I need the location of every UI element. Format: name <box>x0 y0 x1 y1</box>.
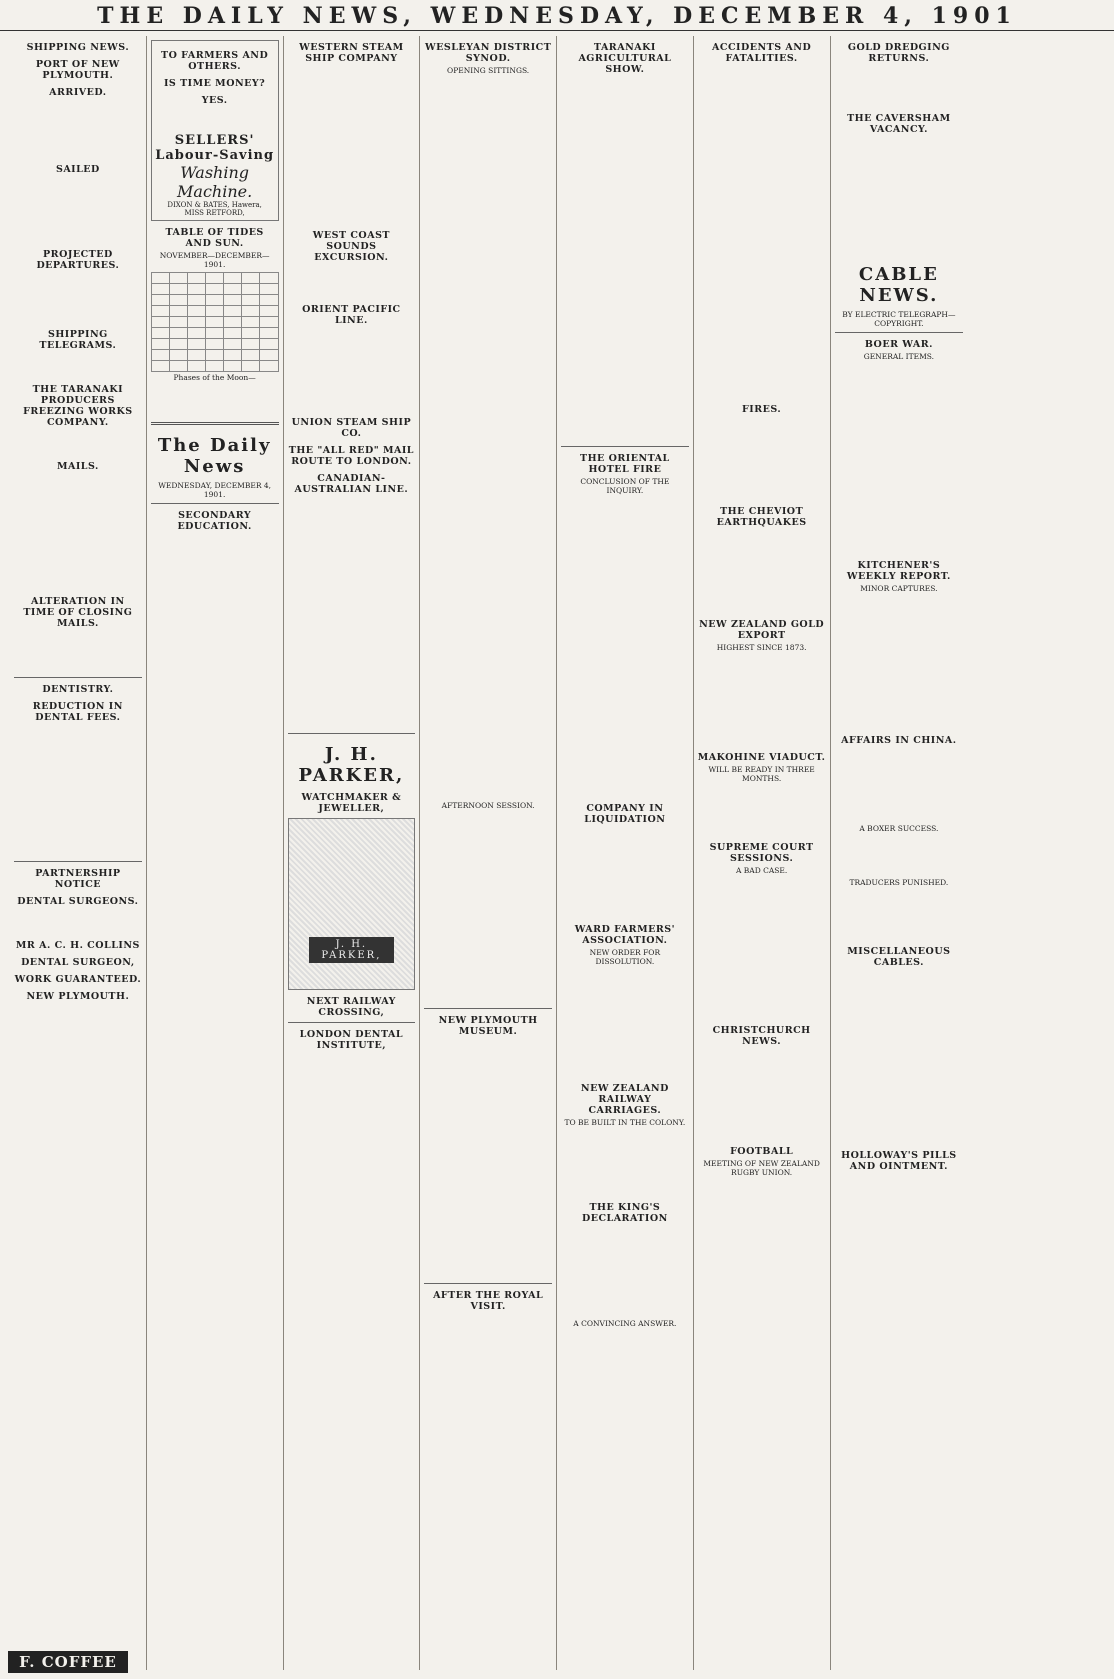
heading-liquidation: COMPANY IN LIQUIDATION <box>584 802 666 825</box>
heading-ward-farmers: WARD FARMERS' ASSOCIATION. <box>574 924 675 947</box>
heading-kings-declaration: THE KING'S DECLARATION <box>581 1202 668 1225</box>
subheading-general-items: GENERAL ITEMS. <box>863 351 935 361</box>
text-block <box>151 385 279 418</box>
coffee-advert: F. COFFEE <box>8 1651 128 1673</box>
ad-sellers: SELLERS' Labour-Saving <box>155 132 275 163</box>
heading-union-steam: UNION STEAM SHIP CO. <box>291 416 412 439</box>
heading-arrived: ARRIVED. <box>49 87 107 98</box>
text-block <box>835 596 964 729</box>
heading-freezing: THE TARANAKI PRODUCERS FREEZING WORKS COMPANY. <box>23 384 133 429</box>
text-block <box>835 748 964 823</box>
heading-kitchener: KITCHENER'S WEEKLY REPORT. <box>846 560 951 583</box>
tides-table <box>151 272 279 372</box>
text-block <box>424 813 552 1004</box>
text-block <box>835 890 964 940</box>
heading-railway-crossing: NEXT RAILWAY CROSSING, <box>306 996 396 1019</box>
rule <box>424 1008 552 1009</box>
text-block <box>835 836 964 877</box>
column-2 <box>147 36 284 1670</box>
subheading-copyright: BY ELECTRIC TELEGRAPH—COPYRIGHT. <box>842 309 956 328</box>
subheading-bad-case: A BAD CASE. <box>735 865 788 875</box>
text-block <box>561 827 689 918</box>
shopfront-engraving <box>288 818 416 990</box>
text-block <box>14 631 142 672</box>
text-block <box>14 725 142 858</box>
subheading-dissolution: NEW ORDER FOR DISSOLUTION. <box>589 948 661 967</box>
text-block <box>14 909 142 934</box>
heading-shipping: SHIPPING NEWS. <box>26 42 130 53</box>
text-block <box>424 1314 552 1472</box>
text-block <box>698 655 826 746</box>
ad-farmers: TO FARMERS AND OTHERS. <box>161 50 269 72</box>
masthead <box>0 0 1114 31</box>
heading-makohine: MAKOHINE VIADUCT. <box>697 752 826 764</box>
text-block <box>14 100 142 158</box>
columns <box>10 36 1104 1670</box>
heading-parker: J. H. PARKER, <box>298 744 405 787</box>
ad-dixon: DIXON & BATES, Hawera, <box>167 200 262 209</box>
heading-work: WORK GUARANTEED. <box>14 974 142 986</box>
heading-new-plymouth: NEW PLYMOUTH. <box>26 991 130 1003</box>
heading-misc-cables: MISCELLANEOUS CABLES. <box>847 946 951 969</box>
text-block <box>155 108 275 133</box>
text-block <box>561 1226 689 1317</box>
text-block <box>14 353 142 378</box>
text-block <box>151 534 279 1272</box>
text-block <box>835 137 964 253</box>
text-block <box>561 1331 689 1381</box>
text-block <box>561 498 689 797</box>
heading-watchmaker: WATCHMAKER & JEWELLER, <box>301 792 402 815</box>
shopfront-label: J. H. PARKER, <box>309 937 395 963</box>
heading-western-steam: WESTERN STEAM SHIP COMPANY <box>299 42 404 64</box>
text-block <box>698 786 826 836</box>
text-block <box>698 878 826 1019</box>
column-7 <box>831 36 968 1670</box>
rule <box>561 446 689 447</box>
text-block <box>561 1130 689 1196</box>
text-block <box>835 364 964 555</box>
heading-alteration: ALTERATION IN TIME OF CLOSING MAILS. <box>23 596 133 630</box>
text-block <box>424 78 552 800</box>
heading-supreme-court: SUPREME COURT SESSIONS. <box>709 841 814 864</box>
heading-dental-surgeons: DENTAL SURGEONS. <box>17 896 139 908</box>
heading-partnership: PARTNERSHIP NOTICE <box>35 868 121 891</box>
heading-caversham: THE CAVERSHAM VACANCY. <box>847 113 951 136</box>
column-5 <box>557 36 694 1670</box>
subheading-rugby: MEETING OF NEW ZEALAND RUGBY UNION. <box>703 1159 820 1178</box>
text-block <box>14 430 142 455</box>
text-block <box>835 66 964 107</box>
subheading-convincing: A CONVINCING ANSWER. <box>573 1318 677 1328</box>
heading-railway-carriages: NEW ZEALAND RAILWAY CARRIAGES. <box>580 1082 669 1116</box>
heading-london-dental: LONDON DENTAL INSTITUTE, <box>299 1029 404 1052</box>
heading-fires: FIRES. <box>742 403 782 415</box>
rule <box>14 677 142 678</box>
text-block <box>288 66 416 224</box>
text-block <box>14 273 142 323</box>
tides-months: NOVEMBER—DECEMBER—1901. <box>159 250 270 269</box>
heading-secondary-education: SECONDARY EDUCATION. <box>177 510 252 533</box>
rule <box>288 733 416 734</box>
text-block <box>288 1053 416 1161</box>
rule <box>288 1022 416 1023</box>
heading-football: FOOTBALL <box>730 1146 794 1158</box>
heading-canadian: CANADIAN-AUSTRALIAN LINE. <box>294 472 409 495</box>
heading-telegrams: SHIPPING TELEGRAMS. <box>39 329 117 352</box>
text-block <box>698 417 826 500</box>
rule <box>14 861 142 862</box>
text-block <box>14 177 142 243</box>
text-block <box>698 1049 826 1140</box>
heading-christchurch: CHRISTCHURCH NEWS. <box>712 1024 811 1047</box>
text-block <box>835 970 964 1144</box>
heading-sailed: SAILED <box>55 164 100 176</box>
heading-orient: ORIENT PACIFIC LINE. <box>302 303 401 326</box>
rule <box>835 332 964 333</box>
text-block <box>424 1039 552 1280</box>
ad-machine: Washing Machine. <box>177 162 253 201</box>
text-block <box>698 66 826 398</box>
subheading-traducers: TRADUCERS PUNISHED. <box>849 878 949 888</box>
subheading-boxer-success: A BOXER SUCCESS. <box>859 823 939 833</box>
heading-wesleyan: WESLEYAN DISTRICT SYNOD. <box>424 42 552 64</box>
heading-oriental-fire: THE ORIENTAL HOTEL FIRE <box>580 453 670 476</box>
subheading-minor-captures: MINOR CAPTURES. <box>860 584 938 594</box>
text-block <box>698 1180 826 1288</box>
heading-all-red: THE "ALL RED" MAIL ROUTE TO LONDON. <box>288 444 414 467</box>
text-block <box>288 265 416 298</box>
advert-washing-machine <box>151 40 279 221</box>
heading-projected: PROJECTED DEPARTURES. <box>36 249 120 272</box>
subheading-opening: OPENING SITTINGS. <box>447 66 530 75</box>
heading-museum: NEW PLYMOUTH MUSEUM. <box>438 1014 538 1037</box>
heading-agricultural-show: TARANAKI AGRICULTURAL SHOW. <box>578 42 672 75</box>
rule <box>151 422 279 425</box>
rule <box>151 503 279 504</box>
subheading-highest: HIGHEST SINCE 1873. <box>716 642 807 652</box>
heading-royal-visit: AFTER THE ROYAL VISIT. <box>433 1290 544 1313</box>
heading-gold-dredging: GOLD DREDGING RETURNS. <box>847 42 950 64</box>
heading-boer-war: BOER WAR. <box>864 338 933 350</box>
heading-gold-export: NEW ZEALAND GOLD EXPORT <box>699 618 825 641</box>
subheading-afternoon: AFTERNOON SESSION. <box>441 800 535 810</box>
text-block <box>561 77 689 442</box>
text-block <box>288 328 416 411</box>
heading-dental-surgeon: DENTAL SURGEON, <box>21 957 135 969</box>
moon-phases: Phases of the Moon— <box>173 372 256 382</box>
heading-reduction: REDUCTION IN DENTAL FEES. <box>32 700 123 723</box>
ad-time-money: IS TIME MONEY? <box>163 78 266 89</box>
heading-port: PORT OF NEW PLYMOUTH. <box>35 59 120 81</box>
ad-retford: MISS RETFORD, <box>184 208 245 217</box>
heading-cable-news: CABLE NEWS. <box>858 263 939 306</box>
text-block <box>561 969 689 1077</box>
heading-tides: TABLE OF TIDES AND SUN. <box>165 226 264 249</box>
issue-date: WEDNESDAY, DECEMBER 4, 1901. <box>158 481 272 500</box>
column-4 <box>420 36 557 1670</box>
column-1 <box>10 36 147 1670</box>
heading-holloway: HOLLOWAY'S PILLS AND OINTMENT. <box>841 1150 957 1173</box>
subheading-ready: WILL BE READY IN THREE MONTHS. <box>708 765 815 784</box>
text-block <box>698 530 826 613</box>
heading-cheviot: THE CHEVIOT EARTHQUAKES <box>716 505 807 528</box>
heading-accidents: ACCIDENTS AND FATALITIES. <box>712 42 812 64</box>
subheading-inquiry: CONCLUSION OF THE INQUIRY. <box>580 477 670 496</box>
heading-dentistry: DENTISTRY. <box>42 683 114 695</box>
text-block <box>288 497 416 729</box>
heading-mails: MAILS. <box>56 461 99 473</box>
column-6 <box>694 36 831 1670</box>
heading-collins: MR A. C. H. COLLINS <box>15 940 140 952</box>
subheading-built: TO BE BUILT IN THE COLONY. <box>564 1117 686 1127</box>
text-block <box>14 474 142 590</box>
heading-china: AFFAIRS IN CHINA. <box>841 735 957 747</box>
text-block <box>835 1174 964 1224</box>
ad-yes: YES. <box>201 95 228 106</box>
masthead-title: THE DAILY NEWS, WEDNESDAY, DECEMBER 4, 1901 <box>97 3 1017 29</box>
heading-excursion: WEST COAST SOUNDS EXCURSION. <box>312 229 391 263</box>
column-3 <box>284 36 421 1670</box>
newspaper-title: The Daily News <box>157 435 272 478</box>
rule <box>424 1283 552 1284</box>
